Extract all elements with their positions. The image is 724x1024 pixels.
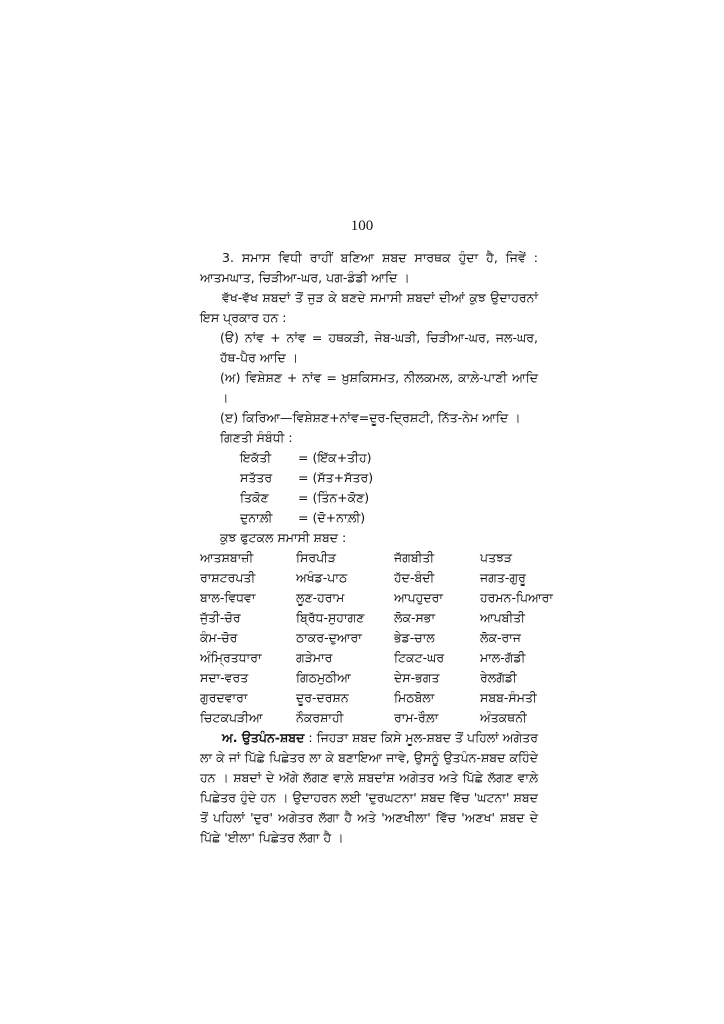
misc-word: ਅੰਮ੍ਰਿਤਧਾਰਾ xyxy=(200,650,262,665)
numeric-example-row xyxy=(240,488,538,508)
section-heading-derived-words: ਅ. ਉਤਪੰਨ-ਸ਼ਬਦ xyxy=(222,730,305,745)
example-noun-noun: (ੳ) ਨਾਂਵ + ਨਾਂਵ = ਹਥਕੜੀ, ਜੇਬ-ਘੜੀ, ਚਿੜੀਆ-ਘਰ, ਜਲ-ਘਰ, ਹੱਥ-ਪੈਰ ਆਦਿ । xyxy=(220,330,538,365)
misc-word: ਲੋਕ-ਸਭਾ xyxy=(394,610,436,625)
numeric-split: = (ਇੱਕ+ਤੀਹ) xyxy=(298,450,372,465)
misc-word: ਜਗਤ-ਗੁਰੂ xyxy=(480,570,526,585)
numeric-examples xyxy=(200,448,538,528)
example-verb-adjective-noun: (ੲ) ਕਿਰਿਆ—ਵਿਸ਼ੇਸ਼ਣ+ਨਾਂਵ=ਦੂਰ-ਦ੍ਰਿਸ਼ਟੀ, ਨਿੱਤ-ਨੇਮ ਆਦਿ । xyxy=(220,410,521,425)
misc-word: ਸਿਰਪੀੜ xyxy=(296,550,337,565)
paragraph-derived-words xyxy=(200,728,538,848)
paragraph-examples-intro: ਵੱਖ-ਵੱਖ ਸ਼ਬਦਾਂ ਤੋਂ ਜੁੜ ਕੇ ਬਣਦੇ ਸਮਾਸੀ ਸ਼ਬਦਾਂ ਦੀਆਂ ਕੁਝ ਉਦਾਹਰਨਾਂ ਇਸ ਪ੍ਰਕਾਰ ਹਨ : xyxy=(200,290,538,325)
page-body xyxy=(200,248,553,848)
misc-word: ਰਾਮ-ਰੌਲ਼ਾ xyxy=(394,710,439,725)
numeric-example-row xyxy=(240,508,538,528)
numeric-example-row xyxy=(240,448,538,468)
misc-word: ਰਾਸ਼ਟਰਪਤੀ xyxy=(200,570,256,585)
page-number: 100 xyxy=(350,218,374,234)
misc-word: ਜੱਗਬੀਤੀ xyxy=(394,550,435,565)
example-adjective-noun: (ਅ) ਵਿਸ਼ੇਸ਼ਣ + ਨਾਂਵ = ਖ਼ੁਸ਼ਕਿਸਮਤ, ਨੀਲਕਮਲ, ਕਾਲ਼ੇ-ਪਾਣੀ ਆਦਿ । xyxy=(220,370,538,405)
misc-word: ਠਾਕਰ-ਦੁਆਰਾ xyxy=(296,630,362,645)
misc-word: ਆਤਸ਼ਬਾਜ਼ੀ xyxy=(200,550,254,565)
misc-word: ਹੱਦ-ਬੰਦੀ xyxy=(394,570,435,585)
misc-word: ਰੇਲਗੱਡੀ xyxy=(480,670,517,685)
numeric-word: ਇਕੱਤੀ xyxy=(240,450,272,465)
misc-word: ਚਿਟਕਪੜੀਆ xyxy=(200,710,263,725)
numeric-word: ਤਿਕੋਣ xyxy=(240,490,269,505)
misc-word: ਗੜੇਮਾਰ xyxy=(296,650,333,665)
numeric-split: = (ਸੱਤ+ਸੱਤਰ) xyxy=(298,470,374,485)
misc-word: ਅੰਤਕਥਨੀ xyxy=(480,710,527,725)
numeric-example-row xyxy=(240,468,538,488)
misc-word: ਬਾਲ-ਵਿਧਵਾ xyxy=(200,590,256,605)
misc-word: ਲੂਣ-ਹਰਾਮ xyxy=(296,590,345,605)
misc-word: ਭੇਡ-ਚਾਲ xyxy=(394,630,435,645)
misc-word: ਆਪਬੀਤੀ xyxy=(480,610,525,625)
misc-word: ਸਦਾ-ਵਰਤ xyxy=(200,670,249,685)
misc-word: ਆਪਹੁਦਰਾ xyxy=(394,590,443,605)
misc-word: ਨੌਕਰਸ਼ਾਹੀ xyxy=(296,710,344,725)
numeric-word: ਸਤੱਤਰ xyxy=(240,470,273,485)
numeric-heading: ਗਿਣਤੀ ਸੰਬੰਧੀ : xyxy=(220,430,293,445)
misc-words-grid xyxy=(200,548,553,728)
misc-word: ਪਤਝੜ xyxy=(480,550,513,565)
misc-word: ਕੰਮ-ਚੋਰ xyxy=(200,630,238,645)
numeric-word: ਦੁਨਾਲ਼ੀ xyxy=(240,510,273,525)
misc-word: ਦੂਰ-ਦਰਸ਼ਨ xyxy=(296,690,349,705)
misc-word: ਜੁੱਤੀ-ਚੋਰ xyxy=(200,610,241,625)
misc-word: ਗਿਠਮੁਠੀਆ xyxy=(296,670,351,685)
section-body-derived-words: : ਜਿਹੜਾ ਸ਼ਬਦ ਕਿਸੇ ਮੂਲ-ਸ਼ਬਦ ਤੋਂ ਪਹਿਲਾਂ ਅਗੇਤਰ ਲਾ ਕੇ ਜਾਂ ਪਿੱਛੇ ਪਿਛੇਤਰ ਲਾ ਕੇ ਬਣਾਇਆ ਜਾਵੇ, ਉਸਨੂੰ ਉਤਪੰਨ-ਸ਼ਬਦ ਕਹਿੰਦੇ ਹਨ । ਸ਼ਬਦਾਂ ਦੇ ਅੱਗੇ ਲੱਗਣ ਵਾਲ਼ੇ ਸ਼ਬਦਾਂਸ਼ ਅਗੇਤਰ ਅਤੇ ਪਿੱਛੇ ਲੱਗਣ ਵਾਲ਼ੇ ਪਿਛੇਤਰ ਹੁੰਦੇ ਹਨ । ਉਦਾਹਰਨ ਲਈ 'ਦੁਰਘਟਨਾ' ਸ਼ਬਦ ਵਿੱਚ 'ਘਟਨਾ' ਸ਼ਬਦ ਤੋਂ ਪਹਿਲਾਂ 'ਦੁਰ' ਅਗੇਤਰ ਲੱਗਾ ਹੈ ਅਤੇ 'ਅਣਖੀਲਾ' ਵਿੱਚ 'ਅਣਖ' ਸ਼ਬਦ ਦੇ ਪਿੱਛੇ 'ਈਲਾ' ਪਿਛੇਤਰ ਲੱਗਾ ਹੈ । xyxy=(200,730,538,845)
numeric-split: = (ਦੋ+ਨਾਲ਼ੀ) xyxy=(298,510,366,525)
misc-word: ਬ੍ਰਿੱਧ-ਸੁਹਾਗਣ xyxy=(296,610,365,625)
misc-word: ਲੋਕ-ਰਾਜ xyxy=(480,630,521,645)
misc-word: ਮਿਠਬੋਲਾ xyxy=(394,690,435,705)
misc-word: ਹਰਮਨ-ਪਿਆਰਾ xyxy=(480,590,553,605)
misc-word: ਸਬਬ-ਸੰਮਤੀ xyxy=(480,690,537,705)
misc-word: ਮਾਲ-ਗੱਡੀ xyxy=(480,650,526,665)
paragraph-compound-meaning: 3. ਸਮਾਸ ਵਿਧੀ ਰਾਹੀਂ ਬਣਿਆ ਸ਼ਬਦ ਸਾਰਥਕ ਹੁੰਦਾ ਹੈ, ਜਿਵੇਂ : ਆਤਮਘਾਤ, ਚਿੜੀਆ-ਘਰ, ਪਗ-ਡੰਡੀ ਆਦਿ । xyxy=(200,250,538,285)
numeric-split: = (ਤਿੰਨ+ਕੋਣ) xyxy=(298,490,370,505)
misc-word: ਦੇਸ-ਭਗਤ xyxy=(394,670,440,685)
misc-word: ਟਿਕਟ-ਘਰ xyxy=(394,650,445,665)
misc-word: ਅਖੰਡ-ਪਾਠ xyxy=(296,570,348,585)
misc-word: ਗੁਰਦਵਾਰਾ xyxy=(200,690,248,705)
misc-heading: ਕੁਝ ਫੁਟਕਲ ਸਮਾਸੀ ਸ਼ਬਦ : xyxy=(220,530,347,545)
